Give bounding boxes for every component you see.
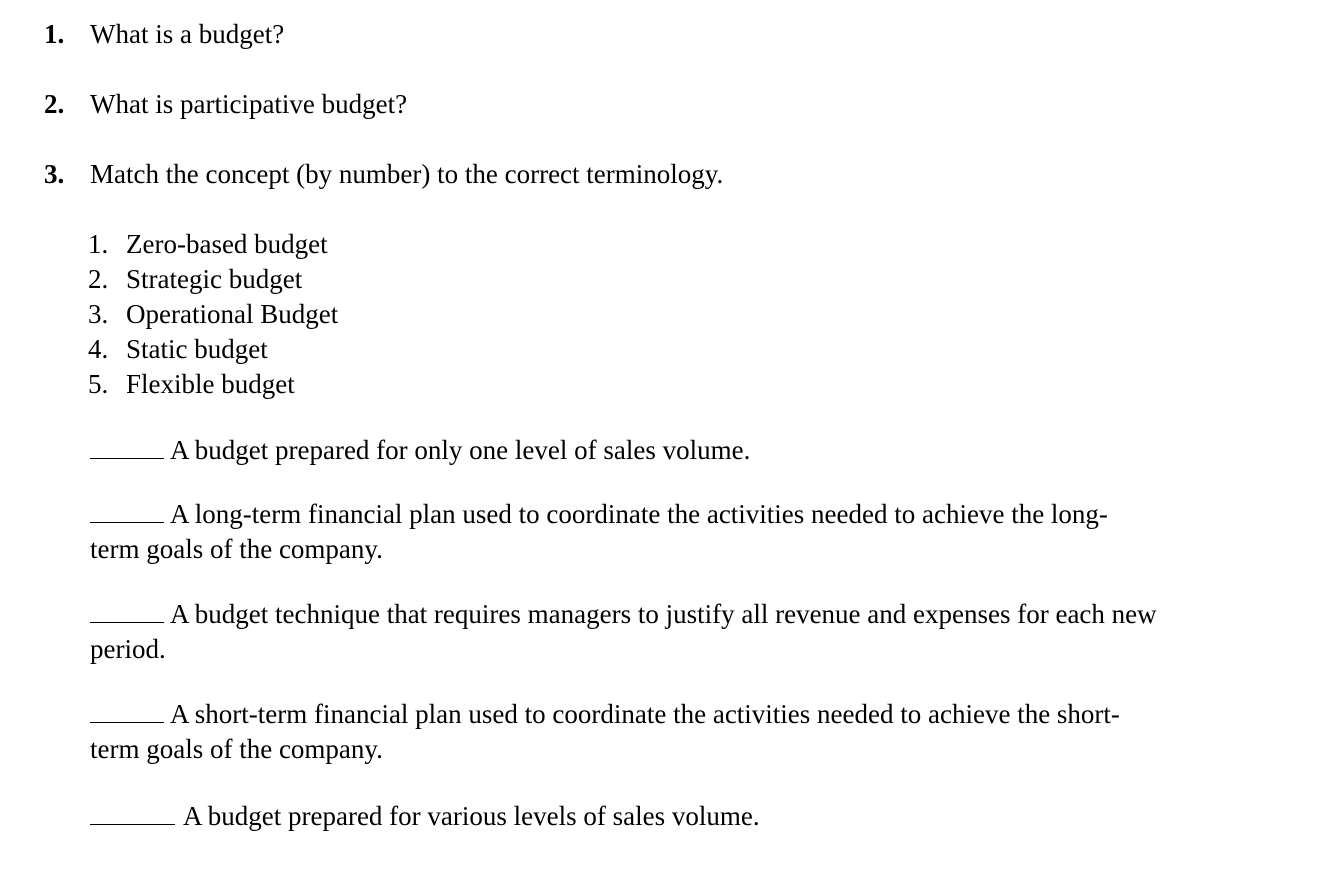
- definition-item: [90, 597, 1305, 667]
- concept-number: 5.: [88, 369, 109, 399]
- concept-number: 1.: [88, 229, 109, 259]
- question-1: [44, 17, 284, 52]
- question-2: [44, 87, 407, 122]
- question-text: Match the concept (by number) to the correct terminology.: [90, 159, 724, 189]
- definition-text: A budget prepared for various levels of sales volume.: [183, 801, 760, 831]
- concept-label: Strategic budget: [126, 264, 303, 294]
- question-number: 2.: [44, 89, 65, 119]
- definition-item: [90, 799, 1305, 834]
- answer-blank[interactable]: [90, 799, 175, 825]
- definition-text-continued: period.: [90, 634, 166, 664]
- concept-label: Zero-based budget: [126, 229, 328, 259]
- answer-blank[interactable]: [90, 697, 164, 723]
- question-3: [44, 157, 723, 192]
- concept-label: Flexible budget: [126, 369, 295, 399]
- definition-item: [90, 433, 1305, 468]
- question-text: What is a budget?: [90, 19, 285, 49]
- concept-label: Operational Budget: [126, 299, 339, 329]
- definition-text: A long-term financial plan used to coordinate the activities needed to achieve the long-: [170, 499, 1108, 529]
- answer-blank[interactable]: [90, 597, 164, 623]
- concept-item: [88, 297, 338, 332]
- concept-number: 4.: [88, 334, 109, 364]
- concept-item: [88, 367, 338, 402]
- concept-number: 2.: [88, 264, 109, 294]
- definition-item: [90, 497, 1305, 567]
- definition-item: [90, 697, 1305, 767]
- concept-item: [88, 332, 338, 367]
- concept-list: [88, 227, 338, 402]
- concept-number: 3.: [88, 299, 109, 329]
- definition-text-continued: term goals of the company.: [90, 534, 383, 564]
- question-text: What is participative budget?: [90, 89, 408, 119]
- definition-text-continued: term goals of the company.: [90, 734, 383, 764]
- definition-text: A budget prepared for only one level of sales volume.: [170, 435, 751, 465]
- answer-blank[interactable]: [90, 497, 164, 523]
- definition-text: A budget technique that requires managers to justify all revenue and expenses for each new: [170, 599, 1157, 629]
- definition-text: A short-term financial plan used to coordinate the activities needed to achieve the short-: [170, 699, 1120, 729]
- question-number: 1.: [44, 19, 65, 49]
- answer-blank[interactable]: [90, 433, 164, 459]
- concept-item: [88, 227, 338, 262]
- question-number: 3.: [44, 159, 65, 189]
- concept-label: Static budget: [126, 334, 268, 364]
- concept-item: [88, 262, 338, 297]
